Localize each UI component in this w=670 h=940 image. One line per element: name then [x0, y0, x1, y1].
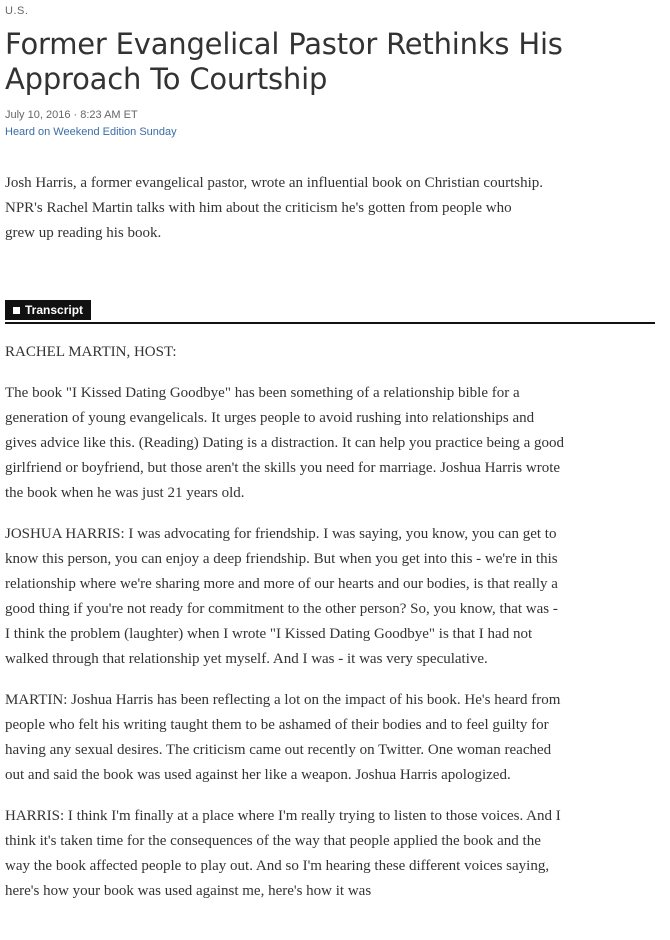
transcript-tab-label: Transcript [25, 303, 84, 317]
transcript-paragraph: MARTIN: Joshua Harris has been reflecting a lot on the impact of his book. He's heard from people who felt his writing taught them to be ashamed of their bodies and to feel guilty for having any sexual desires. The criticism came out recently on Twitter. One woman reached out and said the book was used against her like a weapon. Joshua Harris apologized. [5, 692, 561, 783]
transcript-tab[interactable] [5, 300, 91, 320]
transcript-body [5, 340, 565, 920]
article-date: July 10, 2016 · 8:23 AM ET [5, 109, 138, 121]
transcript-paragraph: The book "I Kissed Dating Goodbye" has been something of a relationship bible for a generation of young evangelicals. It urges people to avoid rushing into relationships and gives advice like this. (Reading) Dating is a distraction. It can help you practice being a good girlfriend or boyfriend, but those aren't the skills you need for marriage. Joshua Harris wrote the book when he was just 21 years old. [5, 385, 564, 501]
transcript-paragraph: JOSHUA HARRIS: I was advocating for friendship. I was saying, you know, you can get to know this person, you can enjoy a deep friendship. But when you get into this - we're in this relationship where we're sharing more and more of our hearts and our bodies, is that really a good thing if you're not ready for commitment to the other person? So, you know, that was - I think the problem (laughter) when I wrote "I Kissed Dating Goodbye" is that I had not walked through that relationship yet myself. And I was - it was very speculative. [5, 526, 558, 667]
article-title: Former Evangelical Pastor Rethinks His Approach To Courtship [5, 27, 563, 96]
square-icon [13, 307, 20, 314]
article-teaser: Josh Harris, a former evangelical pastor, wrote an influential book on Christian courtship. NPR's Rachel Martin talks with him about the criticism he's gotten from people who grew up reading his book. [5, 175, 544, 241]
transcript-header [5, 300, 655, 324]
transcript-paragraph: RACHEL MARTIN, HOST: [5, 344, 177, 360]
heard-on-program-link[interactable]: Heard on Weekend Edition Sunday [5, 126, 177, 138]
transcript-paragraph: HARRIS: I think I'm finally at a place where I'm really trying to listen to those voices. And I think it's taken time for the consequences of the way that people applied the book and the way the book affected people to play out. And so I'm hearing these different voices saying, here's how your book was used against me, here's how it was [5, 808, 561, 899]
section-link[interactable]: U.S. [5, 5, 29, 17]
